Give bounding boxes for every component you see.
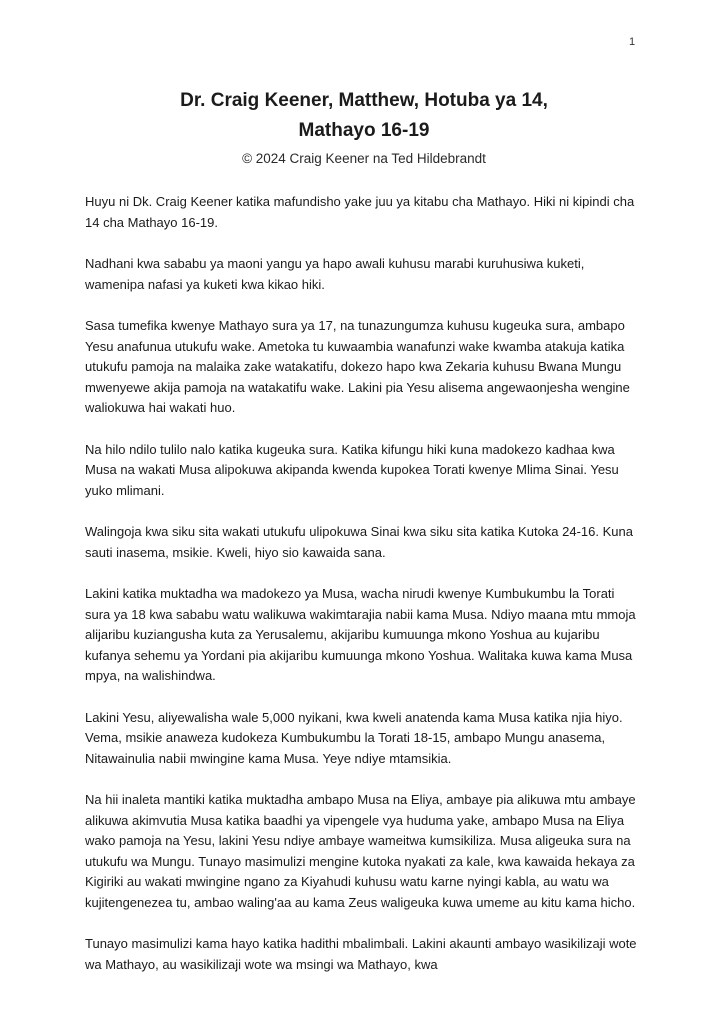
paragraph: Sasa tumefika kwenye Mathayo sura ya 17, na tunazungumza kuhusu kugeuka sura, ambapo Yesu anafunua utukufu wake. Ametoka tu kuwaambia wanafunzi wake kwamba atakuja katika utukufu pamoja na malaika zake watakatifu, dokezo hapo kwa Zekaria kuhusu Bwana Mungu mwenyewe akija pamoja na watakatifu wake. Lakini pia Yesu alisema angewaonjesha wengine waliokuwa hai wakati huo. bbox=[85, 318, 630, 415]
paragraph: Huyu ni Dk. Craig Keener katika mafundisho yake juu ya kitabu cha Mathayo. Hiki ni kipindi cha 14 cha Mathayo 16-19. bbox=[85, 194, 635, 230]
paragraph: Lakini katika muktadha wa madokezo ya Musa, wacha nirudi kwenye Kumbukumbu la Torati sura ya 18 kwa sababu watu walikuwa wakimtarajia nabii kama Musa. Ndiyo maana mtu mmoja alijaribu kuziangusha kuta za Yerusalemu, akijaribu kumuunga mkono Yoshua au kujaribu kufanya sehemu ya Yordani pia akijaribu kumuunga mkono Yoshua. Walitaka kuwa kama Musa mpya, na walishindwa. bbox=[85, 586, 636, 683]
page-number: 1 bbox=[629, 36, 636, 48]
document-title-line1: Dr. Craig Keener, Matthew, Hotuba ya 14, bbox=[180, 90, 548, 111]
paragraph: Na hii inaleta mantiki katika muktadha ambapo Musa na Eliya, ambaye pia alikuwa mtu ambaye alikuwa akimvutia Musa katika baadhi ya vipengele vya huduma yake, ambapo Musa na Eliya wako pamoja na Yesu, lakini Yesu ndiye ambaye wameitwa kumsikiliza. Musa aligeuka sura na utukufu wa Mungu. Tunayo masimulizi mengine kutoka nyakati za kale, kwa kawaida hekaya za Kigiriki au wakati mwingine ngano za Kiyahudi kuhusu watu karne nyingi kabla, au watu wa kujitengenezea tu, ambao waling'aa au kama Zeus waligeuka kuwa umeme au kitu kama hicho. bbox=[85, 792, 636, 910]
copyright-byline: © 2024 Craig Keener na Ted Hildebrandt bbox=[242, 151, 486, 166]
body-text bbox=[85, 192, 643, 975]
paragraph: Walingoja kwa siku sita wakati utukufu ulipokuwa Sinai kwa siku sita katika Kutoka 24-16. Kuna sauti inasema, msikie. Kweli, hiyo sio kawaida sana. bbox=[85, 524, 633, 560]
paragraph: Tunayo masimulizi kama hayo katika hadithi mbalimbali. Lakini akaunti ambayo wasikilizaji wote wa Mathayo, au wasikilizaji wote wa msingi wa Mathayo, kwa bbox=[85, 936, 637, 972]
document-title-line2: Mathayo 16-19 bbox=[298, 120, 430, 141]
paragraph: Nadhani kwa sababu ya maoni yangu ya hapo awali kuhusu marabi kuruhusiwa kuketi, wamenipa nafasi ya kuketi kwa kikao hiki. bbox=[85, 256, 585, 292]
paragraph: Na hilo ndilo tulilo nalo katika kugeuka sura. Katika kifungu hiki kuna madokezo kadhaa kwa Musa na wakati Musa alipokuwa akipanda kwenda kupokea Torati kwenye Mlima Sinai. Yesu yuko mlimani. bbox=[85, 441, 619, 498]
document-content bbox=[85, 86, 643, 996]
document-title bbox=[85, 86, 643, 146]
paragraph: Lakini Yesu, aliyewalisha wale 5,000 nyikani, kwa kweli anatenda kama Musa katika njia hiyo. Vema, msikie anaweza kudokeza Kumbukumbu la Torati 18-15, ambapo Mungu anasema, Nitawainulia nabii mwingine kama Musa. Yeye ndiye mtamsikia. bbox=[85, 709, 623, 766]
